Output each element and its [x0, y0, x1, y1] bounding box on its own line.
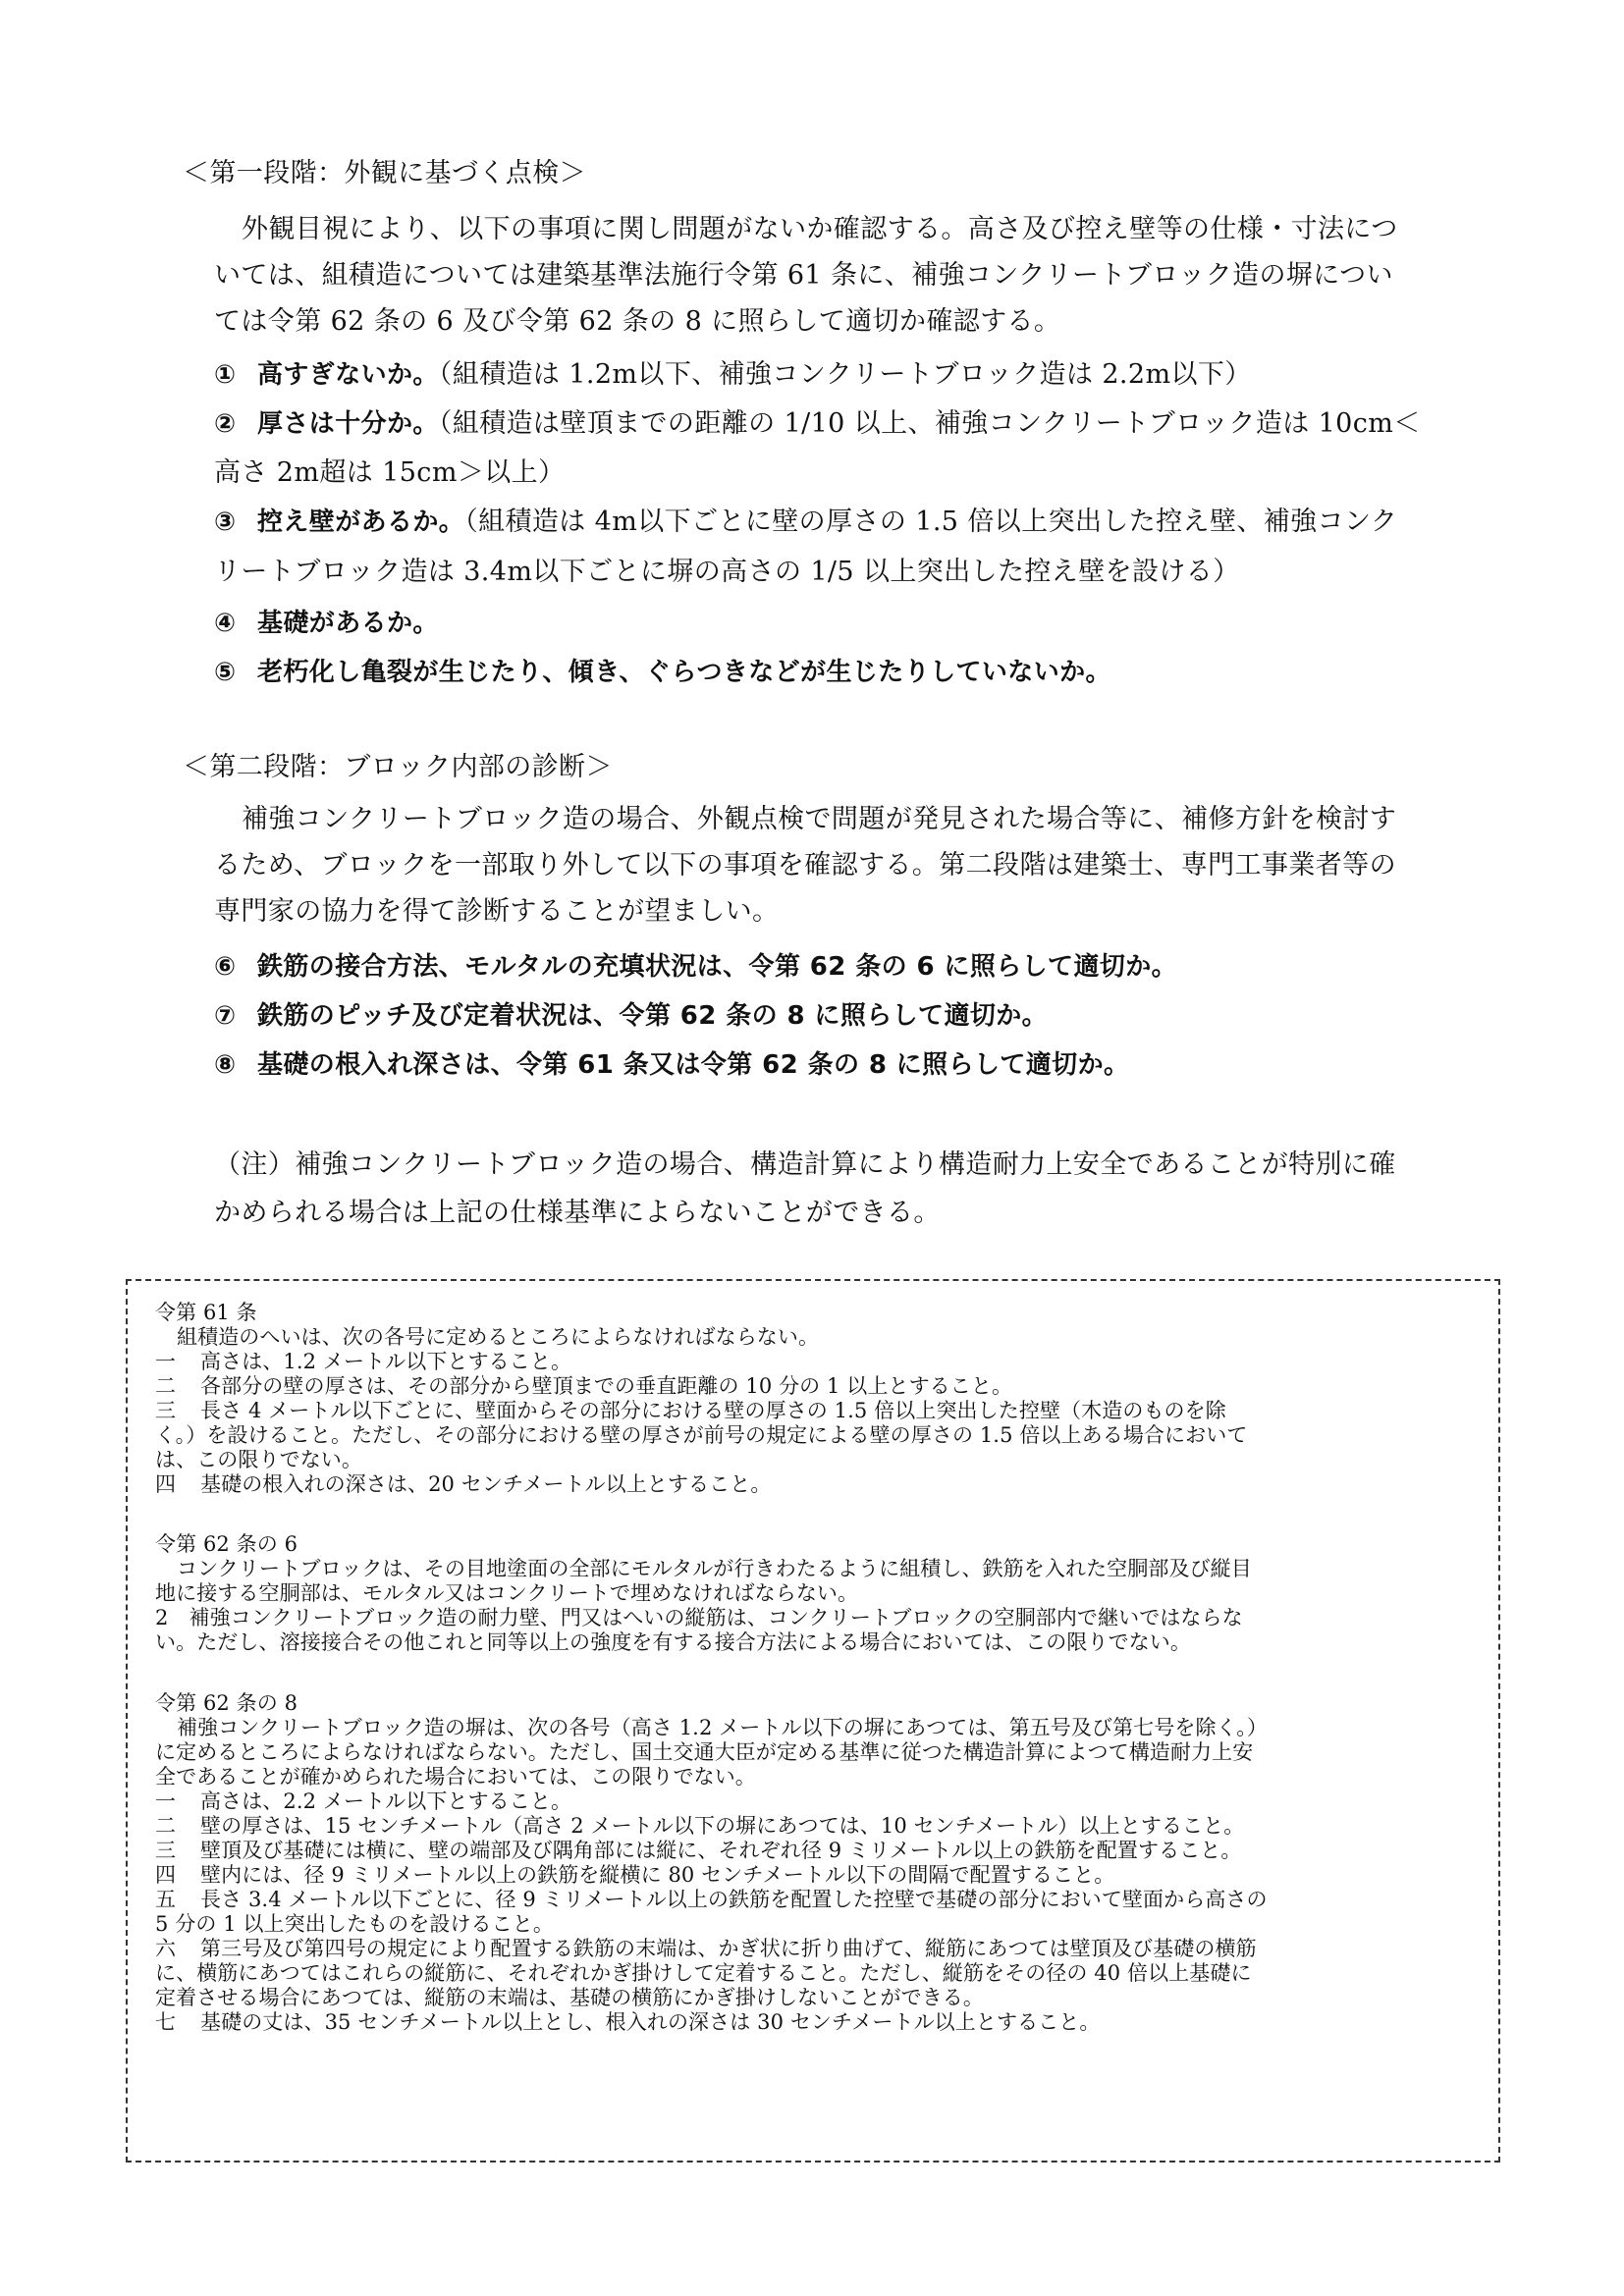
law-item — [155, 1374, 1012, 1399]
item-number: ⑧ — [214, 1050, 237, 1080]
law-item — [155, 1789, 571, 1814]
law62-8-lead: 補強コンクリートブロック造の塀は、次の各号（高さ 1.2 メートル以下の塀にあつては、第五号及び第七号を除く。） — [177, 1716, 1268, 1739]
item-detail-cont: リートブロック造は 3.4m以下ごとに塀の高さの 1/5 以上突出した控え壁を設ける） — [214, 557, 1240, 587]
law-item-text: 壁頂及び基礎には横に、壁の端部及び隅角部には縦に、それぞれ径 9 ミリメートル以上の鉄筋を配置すること。 — [200, 1839, 1242, 1862]
item-number: ⑦ — [214, 1001, 237, 1031]
law-item-cont: は、この限りでない。 — [155, 1448, 362, 1471]
item-question: 基礎があるか。 — [257, 609, 439, 638]
law-item — [155, 1863, 1114, 1888]
law61-title: 令第 61 条 — [155, 1301, 257, 1324]
check-item — [214, 358, 1252, 392]
law-item-number: 三 — [155, 1399, 177, 1422]
law62-6-title: 令第 62 条の 6 — [155, 1532, 298, 1556]
item-number: ② — [214, 409, 237, 439]
item-detail: （組積造は 1.2m以下、補強コンクリートブロック造は 2.2m以下） — [438, 359, 1252, 390]
law-item-cont: く。）を設けること。ただし、その部分における壁の厚さが前号の規定による壁の厚さの 1.5 倍以上ある場合において — [155, 1423, 1248, 1447]
item-question: 鉄筋のピッチ及び定着状況は、令第 62 条の 8 に照らして適切か。 — [257, 1001, 1049, 1031]
stage2-intro-line: 補強コンクリートブロック造の場合、外観点検で問題が発見された場合等に、補修方針を検討す — [242, 804, 1397, 834]
law-item-cont: 定着させる場合にあつては、縦筋の末端は、基礎の横筋にかぎ掛けしないことができる。 — [155, 1986, 984, 2009]
law-item-number: 四 — [155, 1472, 177, 1496]
law-item-number: 一 — [155, 1789, 177, 1813]
stage1-intro-line: ては令第 62 条の 6 及び令第 62 条の 8 に照らして適切か確認する。 — [214, 306, 1061, 337]
law62-6-item2-cont: い。ただし、溶接接合その他これと同等以上の強度を有する接合方法による場合においては、この限りでない。 — [155, 1630, 1191, 1654]
law-item — [155, 1937, 1257, 1961]
law-item-number: 二 — [155, 1374, 177, 1398]
law-item — [155, 2010, 1101, 2035]
law-item-cont: に、横筋にあつてはこれらの縦筋に、それぞれかぎ掛けして定着すること。ただし、縦筋をその径の 40 倍以上基礎に — [155, 1961, 1252, 1985]
law62-8-lead-cont: 全であることが確かめられた場合においては、この限りでない。 — [155, 1765, 756, 1789]
check-item — [214, 1048, 1129, 1082]
stage2-heading: ＜第二段階：ブロック内部の診断＞ — [183, 752, 613, 782]
check-item — [214, 950, 1177, 984]
item-number: ④ — [214, 609, 237, 638]
law-item-number: 二 — [155, 1814, 177, 1838]
law-item-text: 壁の厚さは、15 センチメートル（高さ 2 メートル以下の塀にあつては、10 センチメートル）以上とすること。 — [200, 1814, 1245, 1838]
stage1-heading: ＜第一段階：外観に基づく点検＞ — [183, 158, 586, 188]
law-item-number: 五 — [155, 1888, 177, 1911]
check-item — [214, 407, 1421, 441]
item-question: 高すぎないか。 — [257, 360, 439, 390]
item-question: 基礎の根入れ深さは、令第 61 条又は令第 62 条の 8 に照らして適切か。 — [257, 1050, 1130, 1080]
stage1-intro-line: いては、組積造については建築基準法施行令第 61 条に、補強コンクリートブロック造の塀につい — [214, 260, 1393, 291]
item-number: ③ — [214, 507, 237, 537]
law-item-text: 高さは、1.2 メートル以下とすること。 — [200, 1350, 572, 1373]
law-item — [155, 1350, 571, 1374]
item-question: 厚さは十分か。 — [257, 409, 439, 439]
law-item-text: 長さ 3.4 メートル以下ごとに、径 9 ミリメートル以上の鉄筋を配置した控壁で基礎の部分において壁面から高さの — [200, 1888, 1268, 1911]
law-item-text: 長さ 4 メートル以下ごとに、壁面からその部分における壁の厚さの 1.5 倍以上突出した控壁（木造のものを除 — [200, 1399, 1226, 1422]
note-line: （注）補強コンクリートブロック造の場合、構造計算により構造耐力上安全であることが特別に確 — [214, 1149, 1396, 1180]
stage1-intro-line: 外観目視により、以下の事項に関し問題がないか確認する。高さ及び控え壁等の仕様・寸法につ — [242, 214, 1398, 244]
law-item-text: 壁内には、径 9 ミリメートル以上の鉄筋を縦横に 80 センチメートル以下の間隔で配置すること。 — [200, 1863, 1115, 1887]
law-item — [155, 1472, 771, 1497]
law-item-cont: 5 分の 1 以上突出したものを設けること。 — [155, 1912, 554, 1936]
law-item — [155, 1888, 1268, 1912]
item-question: 鉄筋の接合方法、モルタルの充填状況は、令第 62 条の 6 に照らして適切か。 — [257, 952, 1178, 982]
law-item — [155, 1399, 1226, 1423]
stage2-intro-line: るため、ブロックを一部取り外して以下の事項を確認する。第二段階は建築士、専門工事業者等の — [214, 850, 1396, 881]
check-item — [214, 607, 439, 640]
check-item — [214, 506, 1397, 539]
law62-8-title: 令第 62 条の 8 — [155, 1691, 298, 1715]
law-item-number: 一 — [155, 1350, 177, 1373]
note-line: かめられる場合は上記の仕様基準によらないことができる。 — [214, 1198, 941, 1228]
stage2-intro-line: 専門家の協力を得て診断することが望ましい。 — [214, 896, 780, 927]
law-item-text: 基礎の丈は、35 センチメートル以上とし、根入れの深さは 30 センチメートル以上とすること。 — [200, 2010, 1101, 2034]
law61-lead: 組積造のへいは、次の各号に定めるところによらなければならない。 — [177, 1325, 820, 1349]
item-detail: （組積造は 4m以下ごとに壁の厚さの 1.5 倍以上突出した控え壁、補強コンク — [464, 507, 1398, 537]
law-item — [155, 1814, 1244, 1839]
law-item-text: 第三号及び第四号の規定により配置する鉄筋の末端は、かぎ状に折り曲げて、縦筋にあつては壁頂及び基礎の横筋 — [200, 1937, 1257, 1960]
law-item-number: 三 — [155, 1839, 177, 1862]
law62-6-lead: コンクリートブロックは、その目地塗面の全部にモルタルが行きわたるように組積し、鉄筋を入れた空胴部及び縦目 — [177, 1557, 1252, 1580]
law-item-text: 各部分の壁の厚さは、その部分から壁頂までの垂直距離の 10 分の 1 以上とすること。 — [200, 1374, 1013, 1398]
item-detail: （組積造は壁頂までの距離の 1/10 以上、補強コンクリートブロック造は 10cm＜ — [438, 408, 1421, 439]
law62-6-item2: 2 補強コンクリートブロック造の耐力壁、門又はへいの縦筋は、コンクリートブロックの空胴部内で継いではならな — [155, 1606, 1243, 1629]
law-item-text: 高さは、2.2 メートル以下とすること。 — [200, 1789, 572, 1813]
law-item-number: 六 — [155, 1937, 177, 1960]
check-item — [214, 656, 1111, 689]
check-item — [214, 999, 1048, 1033]
item-number: ⑥ — [214, 952, 237, 982]
law-item-text: 基礎の根入れの深さは、20 センチメートル以上とすること。 — [200, 1472, 772, 1496]
item-detail-cont: 高さ 2m超は 15cm＞以上） — [214, 457, 566, 488]
law-item-number: 七 — [155, 2010, 177, 2034]
item-question: 控え壁があるか。 — [257, 507, 465, 537]
item-number: ① — [214, 360, 237, 390]
item-number: ⑤ — [214, 658, 237, 687]
law-item — [155, 1839, 1242, 1863]
law-item-number: 四 — [155, 1863, 177, 1887]
item-question: 老朽化し亀裂が生じたり、傾き、ぐらつきなどが生じたりしていないか。 — [257, 658, 1111, 687]
law62-8-lead-cont: に定めるところによらなければならない。ただし、国土交通大臣が定める基準に従つた構造計算によつて構造耐力上安 — [155, 1740, 1254, 1764]
law62-6-lead-cont: 地に接する空胴部は、モルタル又はコンクリートで埋めなければならない。 — [155, 1581, 859, 1605]
law-excerpt-box — [126, 1279, 1500, 2163]
